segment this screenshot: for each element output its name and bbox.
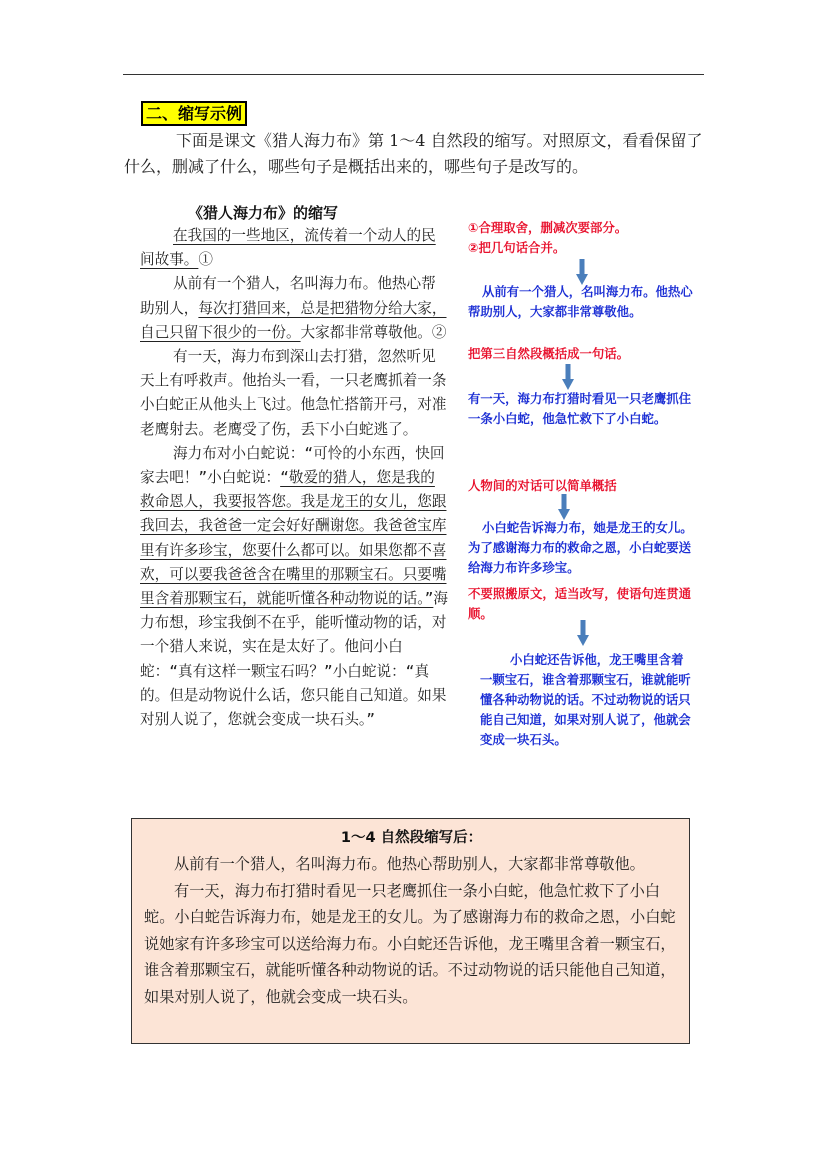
annotation-tip-2: ②把几句话合并。 <box>468 240 566 255</box>
story-paragraph-3: 有一天，海力布到深山去打猎，忽然听见天上有呼救声。他抬头一看，一只老鹰抓着一条小白蛇正从他头上飞过。他急忙搭箭开弓，对准老鹰射去。老鹰受了伤，丢下小白蛇逃了。 <box>140 348 447 438</box>
intro-paragraph: 下面是课文《猎人海力布》第 1～4 自然段的缩写。对照原文，看看保留了什么，删减了什么，哪些句子是概括出来的，哪些句子是改写的。 <box>124 131 703 176</box>
story-paragraph-2 <box>140 272 448 345</box>
arrow-down-icon <box>562 364 574 390</box>
underlined-sentence: 每次打猎回来，总是把猎物分给大家，自己只留下很少的一份。 <box>140 299 447 341</box>
annotation-rewrite-1: 从前有一个猎人，名叫海力布。他热心帮助别人，大家都非常尊敬他。 <box>468 284 693 319</box>
summary-paragraph-1: 从前有一个猎人，名叫海力布。他热心帮助别人，大家都非常尊敬他。 <box>174 855 645 873</box>
arrow-down-icon <box>577 620 589 646</box>
summary-paragraph-2: 有一天，海力布打猎时看见一只老鹰抓住一条小白蛇，他急忙救下了小白蛇。小白蛇告诉海力布，她是龙王的女儿。为了感谢海力布的救命之恩，小白蛇说她家有许多珍宝可以送给海力布。小白蛇还告诉他，龙王嘴里含着一颗宝石，谁含着那颗宝石，就能听懂各种动物说的话。不过动物说的话只能他自己知道，如果对别人说了，他就会变成一块石头。 <box>144 881 676 1006</box>
underlined-dialogue: “敬爱的猎人，您是我的救命恩人，我要报答您。我是龙王的女儿，您跟我回去，我爸爸一定会好好酬谢您。我爸爸宝库里有许多珍宝，您要什么都可以。如果您都不喜欢，可以要我爸爸含在嘴里的那颗宝石。只要嘴里含着那颗宝石，就能听懂各种动物说的话。” <box>140 469 447 608</box>
annotation-rewrite-3: 小白蛇告诉海力布，她是龙王的女儿。为了感谢海力布的救命之恩，小白蛇要送给海力布许多珍宝。 <box>468 520 693 575</box>
arrow-down-icon <box>558 494 570 520</box>
summary-box <box>131 818 690 1044</box>
underlined-sentence: 在我国的一些地区，流传着一个动人的民间故事。 <box>140 227 436 269</box>
original-story-excerpt <box>140 224 448 798</box>
annotation-rewrite-2: 有一天，海力布打猎时看见一只老鹰抓住一条小白蛇，他急忙救下了小白蛇。 <box>468 391 692 426</box>
annotation-rewrite-4: 小白蛇还告诉他，龙王嘴里含着一颗宝石，谁含着那颗宝石，谁就能听懂各种动物说的话。不过动物说的话只能自己知道，如果对别人说了，他就会变成一块石头。 <box>480 652 691 747</box>
story-text: 海力布想，珍宝我倒不在乎，能听懂动物的话，对一个猎人来说，实在是太好了。他问小白蛇：“真有这样一颗宝石吗？”小白蛇说：“真的。但是动物说什么话，您只能自己知道。如果对别人说了，您就会变成一块石头。” <box>140 590 448 729</box>
annotation-tip-4: 人物间的对话可以简单概括 <box>468 478 617 493</box>
marker-2: ② <box>431 323 447 341</box>
annotation-tip-5: 不要照搬原文，适当改写，使语句连贯通顺。 <box>468 586 692 621</box>
annotation-tip-1: ①合理取舍，删减次要部分。 <box>468 220 628 235</box>
section-heading: 二、缩写示例 <box>141 101 247 126</box>
story-text: 从前有一个猎人，名叫海力布。他热心帮助别人， <box>140 275 436 317</box>
annotation-tip-3: 把第三自然段概括成一句话。 <box>468 346 630 361</box>
story-text: 海力布对小白蛇说：“可怜的小东西，快回家去吧！”小白蛇说： <box>140 444 445 487</box>
marker-1: ① <box>198 251 213 269</box>
story-paragraph-4 <box>140 442 448 732</box>
top-rule <box>123 74 704 75</box>
story-text: 大家都非常尊敬他。 <box>300 323 432 341</box>
story-paragraph-1 <box>140 224 448 272</box>
summary-title: 1～4 自然段缩写后： <box>340 830 483 846</box>
left-column-title: 《猎人海力布》的缩写 <box>188 204 339 222</box>
